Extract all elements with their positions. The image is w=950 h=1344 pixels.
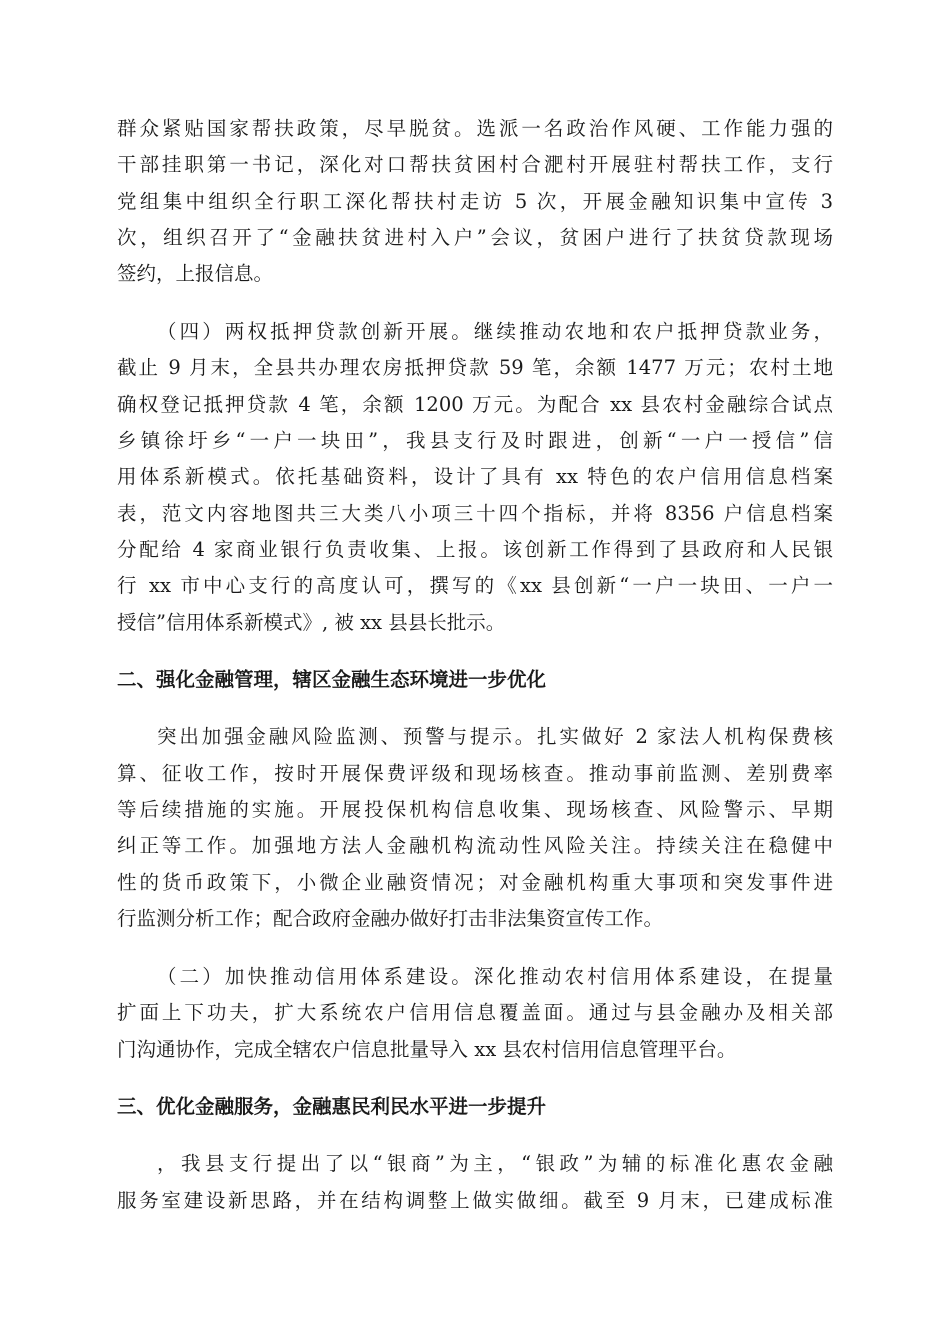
body-text-line: 乡镇徐圩乡“一户一块田”，我县支行及时跟进，创新“一户一授信”信: [117, 429, 833, 452]
body-text-line: 行监测分析工作；配合政府金融办做好打击非法集资宣传工作。: [117, 907, 664, 930]
section-heading: 二、强化金融管理，辖区金融生态环境进一步优化: [117, 668, 547, 691]
body-text-line: ，我县支行提出了以“银商”为主，“银政”为辅的标准化惠农金融: [157, 1152, 833, 1175]
section-heading: 三、优化金融服务，金融惠民利民水平进一步提升: [117, 1095, 547, 1118]
body-text-line: 确权登记抵押贷款 4 笔，余额 1200 万元。为配合 xx 县农村金融综合试点: [117, 393, 833, 416]
body-text-line: 性的货币政策下，小微企业融资情况；对金融机构重大事项和突发事件进: [117, 871, 833, 894]
body-text-line: 授信”信用体系新模式》, 被 xx 县县长批示。: [117, 611, 506, 634]
body-text-line: 突出加强金融风险监测、预警与提示。扎实做好 2 家法人机构保费核: [157, 725, 833, 748]
body-text-line: 签约，上报信息。: [117, 262, 274, 285]
body-text-line: 分配给 4 家商业银行负责收集、上报。该创新工作得到了县政府和人民银: [117, 538, 833, 561]
body-text-line: 群众紧贴国家帮扶政策，尽早脱贫。选派一名政治作风硬、工作能力强的: [117, 117, 833, 140]
body-text-line: 截止 9 月末，全县共办理农房抵押贷款 59 笔，余额 1477 万元；农村土地: [117, 356, 833, 379]
body-text-line: 纠正等工作。加强地方法人金融机构流动性风险关注。持续关注在稳健中: [117, 834, 833, 857]
body-text-line: 门沟通协作，完成全辖农户信息批量导入 xx 县农村信用信息管理平台。: [117, 1038, 737, 1061]
body-text-line: 干部挂职第一书记，深化对口帮扶贫困村合淝村开展驻村帮扶工作，支行: [117, 153, 833, 176]
body-text-line: 行 xx 市中心支行的高度认可，撰写的《xx 县创新“一户一块田、一户一: [117, 574, 833, 597]
body-text-line: （四）两权抵押贷款创新开展。继续推动农地和农户抵押贷款业务，: [157, 320, 833, 343]
body-text-line: 等后续措施的实施。开展投保机构信息收集、现场核查、风险警示、早期: [117, 798, 833, 821]
body-text-line: 表，范文内容地图共三大类八小项三十四个指标，并将 8356 户信息档案: [117, 502, 833, 525]
body-text-line: 算、征收工作，按时开展保费评级和现场核查。推动事前监测、差别费率: [117, 762, 833, 785]
body-text-line: 扩面上下功夫，扩大系统农户信用信息覆盖面。通过与县金融办及相关部: [117, 1001, 833, 1024]
body-text-line: 次，组织召开了“金融扶贫进村入户”会议，贫困户进行了扶贫贷款现场: [117, 226, 833, 249]
body-text-line: 用体系新模式。依托基础资料，设计了具有 xx 特色的农户信用信息档案: [117, 465, 833, 488]
body-text-line: （二）加快推动信用体系建设。深化推动农村信用体系建设，在提量: [157, 965, 833, 988]
body-text-line: 党组集中组织全行职工深化帮扶村走访 5 次，开展金融知识集中宣传 3: [117, 190, 833, 213]
body-text-line: 服务室建设新思路，并在结构调整上做实做细。截至 9 月末，已建成标准: [117, 1189, 833, 1212]
